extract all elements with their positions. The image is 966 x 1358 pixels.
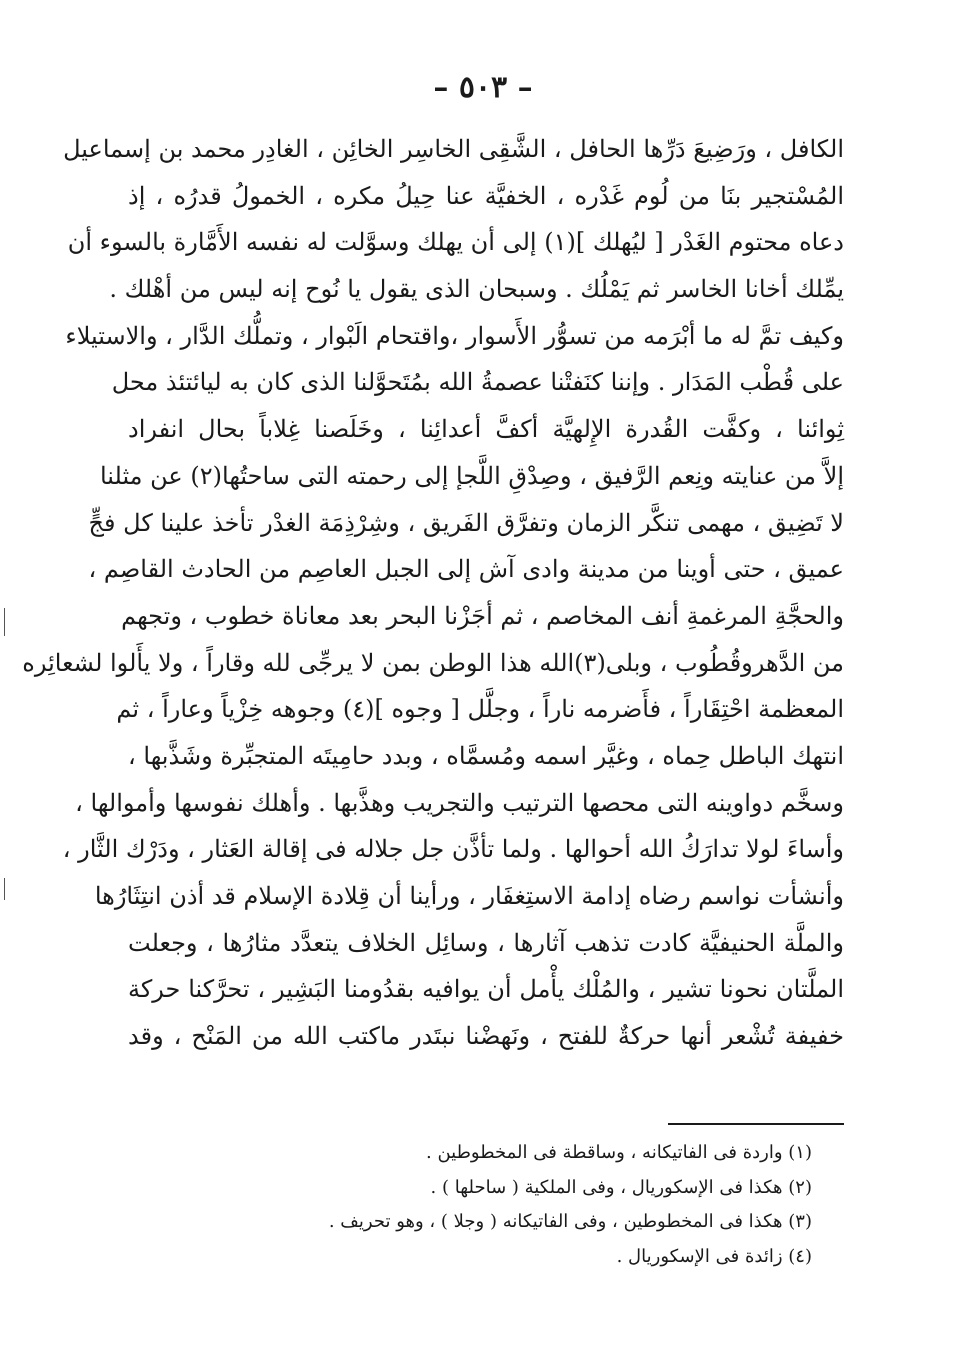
text-line: وأنشأت نواسم رضاه إدامة الاستِغفَار ، ورأينا أن قِلادة الإسلام قد أذن انتِثَارُها: [94, 882, 844, 910]
text-line: خفيفة تُشْعر أنها حركةٌ للفتح ، ونَهضْنا نبتَدر ماكتب الله من المَنْح ، وقد: [128, 1022, 844, 1051]
footnote: (٤) زائدة فى الإسكوريال .: [616, 1245, 812, 1267]
text-line: يمِّلك أخانا الخاسر ثم يَمْلُك . وسبحان الذى يقول يا نُوح إنه ليس من أهْلك .: [109, 275, 844, 304]
text-line: على قُطْب المَدَار . وإننا كنَفتْنا عصمةُ الله بمُتَحوَّلنا الذى كان به ليائتئذ محل: [111, 368, 844, 397]
footnotes: [128, 1136, 812, 1274]
text-line: من الدَّهروقُطُوب ، وبلى(٣)الله هذا الوطن بمن لا يرجِّى لله وقاراً ، ولا يأَلوا لشعائِره: [22, 648, 844, 677]
body-text: [22, 126, 845, 1060]
text-line: ثِوائنا ، وكفَّت القُدرة الإِلهيَّة أكفَّ أعدائِنا ، وخَلَصنا غِلاباً بحال انفراد: [128, 415, 844, 444]
text-line: الملَّتان نحونا تشير ، والمُلْك يأْمل أن يوافيه بقدُومنا البَشِير ، تحرَّكنا حركة: [128, 975, 844, 1004]
text-line: انتهك الباطل حِماه ، وغيَّر اسمه ومُسمَّاه ، وبدد حامِيتَه المتجبِّرة وشَذَّبها ،: [128, 741, 844, 770]
text-line: المُسْتجير بنَا من لُوم غَدْره ، الخفيَّة عنا حِيلُ مكره ، الخمولُ قدرُه ، إذ: [128, 181, 844, 210]
text-line: عميق ، حتى أوينا من مدينة وادى آش إلى الجبل العاصِم من الحادث القاصِم ،: [88, 555, 844, 584]
footnote-separator: [668, 1123, 844, 1125]
text-line: دعاه محتوم الغَدْر [ ليُهلك ](١) إلى أن يهلك وسوَّلت له نفسه الأَمَّارة بالسوء أن: [67, 228, 844, 257]
margin-mark: [4, 878, 5, 900]
text-line: والملَّة الحنيفيَّة كادت تذهب آثارها ، وسائِل الخلاف يتعدَّد مثارُها ، وجعلت: [128, 928, 845, 957]
text-line: والحجَّةِ المرغمةِ أنف المخاصم ، ثم أجَزْنا البحر بعد معاناة خطوب ، وتجهم: [121, 601, 844, 630]
page-number: – ٥٠٣ –: [433, 70, 533, 105]
text-line: وأساءَ لولا تدارَكُ الله أحوالها . ولما تأذَّن جل جلاله فى إقالة العَثار ، ودَرْك الثَّار ،: [62, 835, 844, 864]
footnote: (١) واردة فى الفاتيكانه ، وساقطة فى المخطوطين .: [426, 1142, 812, 1163]
text-line: إلاَّ من عنايته ونِعم الرَّفيق ، وصِدْقِ اللَّجإ إلى رحمته التى ساحتُها(٢) عن مثلنا: [99, 461, 844, 490]
text-line: الكافل ، ورَضِيعَ دَرِّها الحافل ، الشَّقِى الخاسِر الخائِن ، الغادِر محمد بن إسماعيل: [63, 135, 844, 163]
text-line: وسخَّم دواوينه التى محصها الترتيب والتجريب وهذَّبها . وأهلك نفوسها وأموالها ،: [75, 788, 844, 817]
text-line: المعظمة احْتِقَاراً ، فأَضرمه ناراً ، وجلَّل [ وجوه ](٤) وجوهه خِزْياً وعاراً ، ثم: [116, 695, 844, 724]
margin-mark: [4, 608, 5, 636]
text-line: وكيف تمَّ له ما أبْرَمه من تسوُّر الأَسوار ،واقتحام الَبْوار ، وتملُّك الدَّار ، والاستيلاء: [65, 321, 844, 350]
footnote: (٢) هكذا فى الإسكوريال ، وفى الملكية ( ساحلها ) .: [430, 1176, 812, 1198]
footnote: (٣) هكذا فى المخطوطين ، وفى الفاتيكانه ( وجلا ) ، وهو تحريف .: [328, 1211, 812, 1232]
text-line: لا تَضِيق ، مهمى تنكَّر الزمان وتفرَّق الفَريق ، وشِرْذِمَة الغدْر تأخذ علينا كل فجٍّ: [88, 508, 844, 537]
